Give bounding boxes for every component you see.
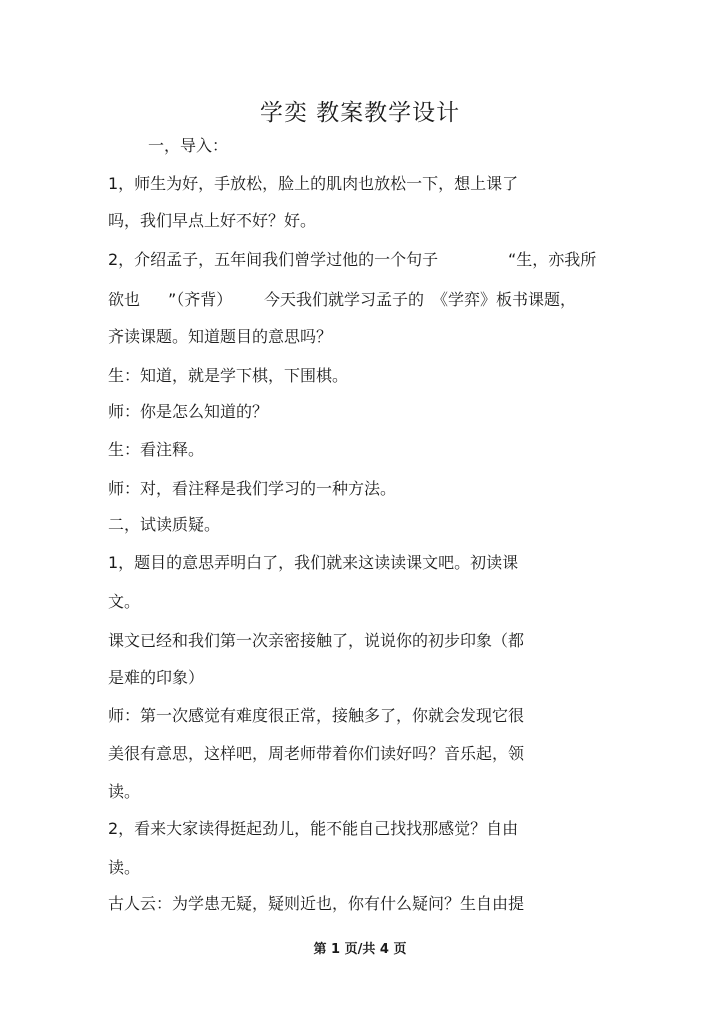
dialogue-line: 生：知道，就是学下棋，下围棋。 <box>108 366 349 385</box>
page-number-footer: 第 1 页/共 4 页 <box>313 942 407 957</box>
paragraph-line: 课文已经和我们第一次亲密接触了，说说你的初步印象（都 <box>108 631 525 650</box>
text-segment: 《学弈》板书课题， <box>432 290 577 309</box>
paragraph-line: 古人云：为学患无疑，疑则近也，你有什么疑问？生自由提 <box>108 894 525 913</box>
paragraph-line: 读。 <box>108 858 141 877</box>
paragraph-line <box>108 250 438 270</box>
document-title: 学奕 教案教学设计 <box>259 100 461 126</box>
text-segment: 2，介绍孟子，五年间我们曾学过他的一个句子 <box>108 250 439 269</box>
paragraph-line: 齐读课题。知道题目的意思吗？ <box>108 327 333 346</box>
dialogue-line: 师：第一次感觉有难度很正常，接触多了，你就会发现它很 <box>108 706 525 725</box>
paragraph-line: 吗，我们早点上好不好？好。 <box>108 211 317 230</box>
section-heading-reading: 二，试读质疑。 <box>108 515 221 534</box>
text-segment: 今天我们就学习孟子的 <box>264 290 425 309</box>
dialogue-line: 师：对，看注释是我们学习的一种方法。 <box>108 479 397 498</box>
dialogue-line: 生：看注释。 <box>108 440 205 459</box>
paragraph-line: 是难的印象） <box>108 668 205 687</box>
paragraph-line: 文。 <box>108 592 141 611</box>
text-segment: 欲也 <box>108 290 141 309</box>
text-segment: ”（齐背） <box>168 290 233 309</box>
paragraph-line: 2，看来大家读得挺起劲儿，能不能自己找找那感觉？自由 <box>108 819 519 838</box>
paragraph-line: 美很有意思，这样吧，周老师带着你们读好吗？音乐起，领 <box>108 744 525 763</box>
section-heading-intro: 一，导入： <box>148 136 229 155</box>
paragraph-line: 1，师生为好，手放松，脸上的肌肉也放松一下，想上课了 <box>108 174 519 193</box>
dialogue-line: 师：你是怎么知道的？ <box>108 402 269 421</box>
paragraph-line: 1，题目的意思弄明白了，我们就来这读读课文吧。初读课 <box>108 553 519 572</box>
text-segment: “生，亦我所 <box>508 250 597 269</box>
paragraph-line: 读。 <box>108 782 141 801</box>
